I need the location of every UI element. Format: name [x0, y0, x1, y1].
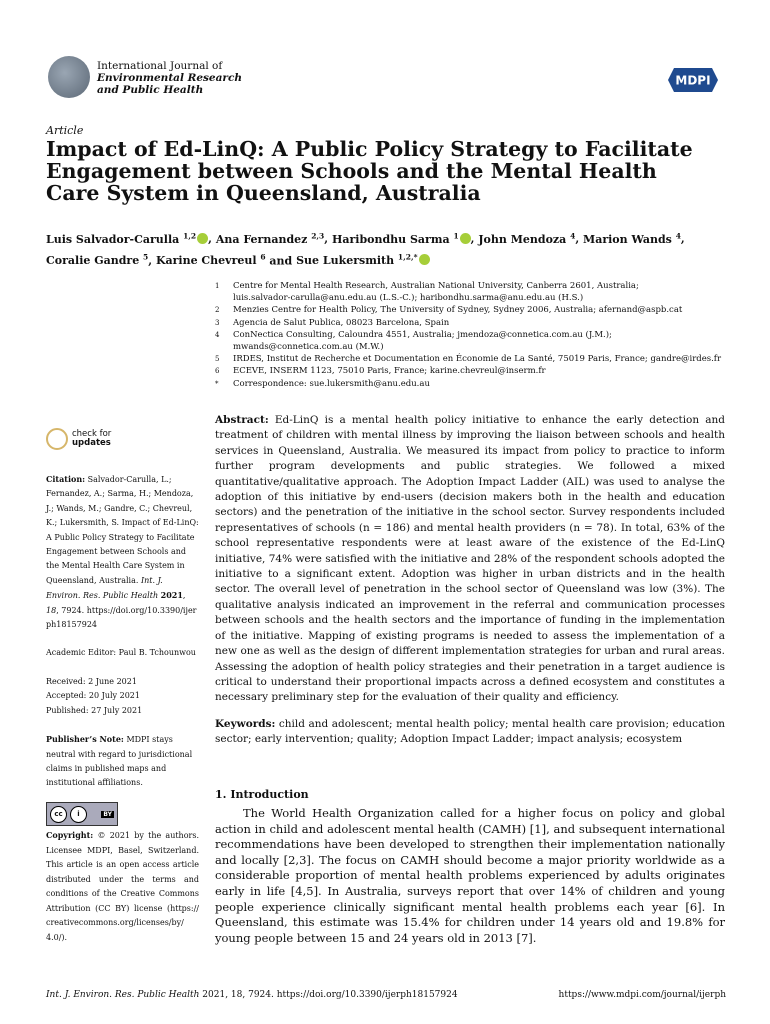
author-list: Luis Salvador-Carulla $^{1,2}$ , Ana Fernandez $^{2,3}$, Haribondhu Sarma $^1$ , John Mendoza $^4$, Marion Wands $^4$, Coralie Gandre $^5$, Karine Chevreul $^6$ and Sue Lukersmith $^{1,2,*}$	[46, 231, 685, 268]
by-label: BY	[103, 810, 112, 818]
affiliation-number: 4	[215, 330, 220, 339]
affiliation-item	[215, 353, 735, 365]
check-updates-line1: check for	[72, 429, 112, 439]
abstract	[215, 413, 725, 706]
citation-volume: 18	[46, 605, 57, 615]
sidebar	[46, 428, 199, 805]
copyright-block	[46, 828, 199, 945]
intro-heading: 1. Introduction	[215, 788, 309, 801]
footer-journal: Int. J. Environ. Res. Public Health	[46, 990, 200, 1000]
keywords-label: Keywords:	[215, 717, 276, 730]
affiliation-text: IRDES, Institut de Recherche et Documentation en Économie de La Santé, 75019 Paris, France; gandre@irdes.fr	[233, 354, 722, 365]
author-name: Karine Chevreul $^6$	[155, 252, 266, 268]
date-published: Published: 27 July 2021	[46, 705, 143, 715]
affiliation-text: Menzies Centre for Health Policy, The University of Sydney, Sydney 2006, Australia; afernand@aspb.cat	[233, 305, 683, 316]
citation-block: Citation: Salvador-Carulla, L.; Fernandez, A.; Sarma, H.; Mendoza, J.; Wands, M.; Gandre, C.; Chevreul, K.; Lukersmith, S. Impact of Ed-LinQ: A Public Policy Strategy to Facilitate Engagement between Schools and the Mental Health Care System in Queensland, Australia. Int. J. Environ. Res. Public Health 2021, 18, 7924. https://doi.org/10.3390/ijerph18157924	[46, 474, 199, 630]
footer-journal-url[interactable]: https://www.mdpi.com/journal/ijerph	[558, 990, 726, 1000]
page-footer	[46, 990, 726, 1000]
author-name: Ana Fernandez $^{2,3}$	[215, 231, 325, 246]
citation-text: Salvador-Carulla, L.; Fernandez, A.; Sarma, H.; Mendoza, J.; Wands, M.; Gandre, C.; Chevreul, K.; Lukersmith, S. Impact of Ed-LinQ: A Public Policy Strategy to Facilitate Engagement between Schools and the Mental Health Care System in Queensland, Australia.	[46, 475, 199, 585]
copyright-label: Copyright:	[46, 830, 94, 840]
author-affiliation-sup: 5	[143, 252, 149, 262]
author-name: Marion Wands $^4$	[583, 231, 681, 246]
affiliation-number: *	[215, 379, 219, 388]
check-updates-icon	[46, 428, 68, 450]
journal-line1: International Journal of	[97, 60, 223, 72]
abstract-section	[215, 413, 725, 748]
date-accepted: Accepted: 20 July 2021	[46, 691, 140, 701]
check-for-updates-badge[interactable]	[46, 428, 199, 450]
footer-citation-rest: 2021, 18, 7924. https://doi.org/10.3390/ijerph18157924	[199, 990, 458, 1000]
orcid-icon[interactable]	[419, 254, 430, 265]
affiliation-text: ConNectica Consulting, Caloundra 4551, Australia; jmendoza@connetica.com.au (J.M.);	[233, 329, 612, 340]
affiliation-text: ECEVE, INSERM 1123, 75010 Paris, France; karine.chevreul@inserm.fr	[233, 366, 546, 377]
affiliation-item	[215, 365, 735, 377]
affiliation-number: 5	[215, 355, 220, 364]
affiliation-text: mwands@connetica.com.au (M.W.)	[233, 342, 384, 353]
affiliation-number: 1	[215, 282, 220, 290]
publisher-note	[46, 732, 199, 791]
orcid-icon[interactable]	[197, 233, 208, 244]
abstract-label: Abstract:	[215, 414, 269, 426]
affiliation-number: 3	[215, 318, 220, 327]
affiliation-text: luis.salvador-carulla@anu.edu.au (L.S.-C.); haribondhu.sarma@anu.edu.au (H.S.)	[233, 293, 584, 304]
mdpi-logo-text: MDPI	[675, 73, 711, 88]
affiliation-number	[215, 341, 233, 353]
cc-by-license-badge[interactable]	[46, 802, 118, 826]
author-affiliation-sup: 4	[570, 231, 576, 240]
citation-label: Citation:	[46, 474, 86, 484]
author-affiliation-sup: 1,2,*	[397, 252, 418, 262]
affiliations	[215, 280, 735, 390]
citation-journal: Int. J. Environ. Res. Public Health	[46, 575, 163, 601]
footer-citation	[46, 990, 458, 1000]
affiliation-item	[215, 341, 735, 353]
check-updates-line2: updates	[72, 438, 111, 448]
paper-title: Impact of Ed-LinQ: A Public Policy Strategy to Facilitate Engagement between Schools and the Mental Health Care System in Queensland, Australia	[46, 137, 693, 205]
author-name: Coralie Gandre $^5$	[46, 252, 149, 268]
date-received: Received: 2 June 2021	[46, 676, 137, 686]
journal-line3: and Public Health	[97, 84, 204, 96]
journal-logo	[48, 56, 90, 98]
intro-paragraph: The World Health Organization called for a higher focus on policy and global action in child and adolescent mental health (CAMH) [1], and subsequent international recommendations have been developed to strengthen their implementation nationally and locally [2,3]. The focus on CAMH should become a major priority worldwide as a considerable proportion of mental health problems experienced by adults originates early in life [4,5]. In Australia, surveys report that over 14% of children and young people experience clinically significant mental health problems each year [6]. In Queensland, this estimate was 15.4% for children under 14 years old and 19.8% for young people between 15 and 24 years old in 2013 [7].	[215, 806, 725, 945]
dates-block	[46, 675, 199, 718]
affiliation-number	[215, 292, 233, 304]
cc-icon: cc	[50, 806, 67, 823]
affiliation-text: Agencia de Salut Publica, 08023 Barcelona, Spain	[233, 317, 450, 328]
article-type: Article	[46, 124, 84, 137]
affiliation-text: Centre for Mental Health Research, Australian National University, Canberra 2601, Australia;	[233, 281, 639, 291]
citation-year: 2021	[160, 590, 183, 601]
author-name: Sue Lukersmith $^{1,2,*}$	[296, 254, 429, 267]
authors-and: and	[265, 254, 297, 268]
publisher-note-text: MDPI stays neutral with regard to jurisdictional claims in published maps and institutional affiliations.	[46, 735, 193, 788]
affiliation-item	[215, 378, 735, 390]
attribution-icon: i	[70, 806, 87, 823]
mdpi-logo	[668, 66, 718, 94]
author-name: John Mendoza $^4$	[478, 231, 576, 246]
copyright-text: © 2021 by the authors. Licensee MDPI, Basel, Switzerland. This article is an open access article distributed under the terms and conditions of the Creative Commons Attribution (CC BY) license (https:// creativecommons.org/licenses/by/ 4.0/).	[46, 831, 199, 942]
citation-pages: 7924.	[61, 605, 85, 615]
affiliation-number: 6	[215, 367, 220, 376]
keywords-text: child and adolescent; mental health policy; mental health care provision; education sector; early intervention; quality; Adoption Impact Ladder; impact analysis; ecosystem	[215, 717, 725, 746]
author-affiliation-sup: 4	[675, 231, 681, 240]
affiliation-number: 2	[215, 306, 220, 315]
author-name: Haribondhu Sarma $^1$	[332, 233, 471, 246]
journal-line2: Environmental Research	[97, 72, 242, 84]
journal-name	[97, 60, 242, 96]
citation-doi-link[interactable]: https://doi.org/10.3390/ijerph18157924	[46, 605, 197, 630]
author-name: Luis Salvador-Carulla $^{1,2}$	[46, 233, 208, 246]
abstract-text: Ed-LinQ is a mental health policy initiative to enhance the early detection and treatment of children with mental illness by improving the liaison between schools and health services in Queensland, Australia. We measured its impact from policy to practice to inform further program developments and public strategies. We followed a mixed quantitative/qualitative approach. The Adoption Impact Ladder (AIL) was used to analyse the adoption of this initiative by end-users (decision makers both in the health and education sectors) and the penetration of the initiative in the school sector. Survey respondents included representatives of schools (n = 186) and mental health providers (n = 78). In total, 63% of the school representative respondents were at least aware of the existence of the Ed-LinQ initiative, 74% were satisfied with the initiative and 28% of the respondent schools adopted the initiative to a significant extent. Adoption was higher in urban districts and in the health sector. The overall level of penetration in the school sector of Queensland was low (3%). The qualitative analysis indicated an improvement in the referral and communication processes between schools and the health sectors and the importance of funding in the implementation of the initiative. Mapping of existing programs is needed to assess the implementation of a new one as well as the design of different implementation strategies for urban and rural areas. Assessing the adoption of health policy strategies and their penetration in a target audience is critical to understand their proportional impacts across a defined ecosystem and constitutes a necessary preliminary step for the evaluation of their quality and efficiency.	[215, 414, 726, 704]
affiliation-item	[215, 280, 735, 292]
author-affiliation-sup: 6	[260, 252, 266, 262]
keywords	[215, 717, 725, 748]
affiliation-text: Correspondence: sue.lukersmith@anu.edu.au	[233, 378, 430, 389]
orcid-icon[interactable]	[460, 233, 471, 244]
author-affiliation-sup: 1,2	[183, 231, 197, 240]
author-affiliation-sup: 1	[453, 231, 459, 240]
affiliation-item	[215, 317, 735, 329]
affiliation-item	[215, 329, 735, 341]
author-affiliation-sup: 2,3	[311, 231, 325, 240]
affiliation-item	[215, 292, 735, 304]
affiliation-item	[215, 304, 735, 316]
publisher-note-label: Publisher’s Note:	[46, 734, 124, 745]
academic-editor: Academic Editor: Paul B. Tchounwou	[46, 648, 196, 658]
